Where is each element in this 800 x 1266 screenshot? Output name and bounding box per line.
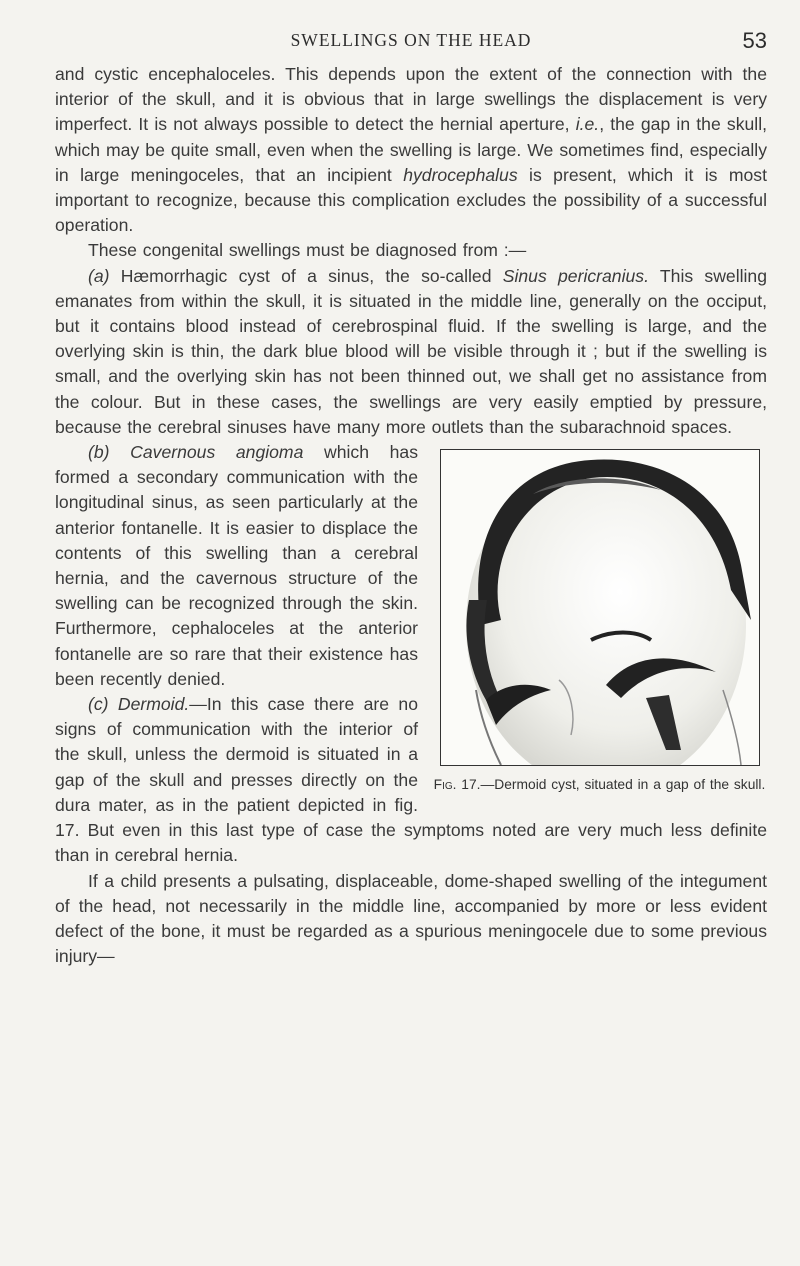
figure-17 — [432, 449, 767, 793]
text-run: —In this case there are no signs of communication with the interior of the skull, unless the dermoid is situated in a gap of the skull and presses directly on the dura mater, as in the patient depicted in fig. 17. But even in this last type of case the symptoms noted are very much less definite than in cerebral hernia. — [55, 694, 767, 866]
figure-caption — [432, 777, 767, 793]
paragraph-1 — [55, 62, 767, 238]
running-title: SWELLINGS ON THE HEAD — [290, 30, 532, 50]
text-run: If a child presents a pulsating, displaceable, dome-shaped swelling of the integument of the head, not necessarily in the middle line, accompanied by more or less evident defect of the bone, it must be regarded as a — [55, 870, 767, 941]
italic-term: Sinus pericranius. — [502, 265, 649, 286]
text-run: , the gap in the skull, which may be quite small, even when the swelling is large. We sometimes find, especially in large meningoceles, that an incipient — [55, 114, 767, 185]
italic-term: Cavernous angioma — [130, 442, 304, 463]
paragraph-6 — [55, 869, 767, 970]
italic-term: hydrocephalus — [403, 164, 518, 185]
text-run: This swelling emanates from within the skull, it is situated in the middle line, generally on the occiput, but it contains blood instead of cerebrospinal fluid. If the swelling is large, and the overlying skin is thin, the dark blue blood will be visible through it ; but if the swelling is small, and the overlying skin has not been thinned out, we shall get no assistance from the colour. But in these cases, the swellings are very easily emptied by pressure, because the cerebral sinuses have many more outlets than the subarachnoid spaces. — [55, 265, 767, 437]
item-marker: (b) — [88, 442, 110, 463]
running-header — [55, 30, 767, 62]
text-run: which has formed a secondary communication with the longitudinal sinus, as seen particularly at the anterior fontanelle. It is easier to displace the contents of this swelling than a cerebral hernia, and the cavernous structure of the swelling can be recognized through the skin. Furthermore, cephaloceles at the anterior fontanelle are so rare that their existence has been recently denied. — [55, 442, 418, 689]
text-run: Hæmorrhagic cyst of a sinus, the so-called — [109, 265, 503, 286]
body-text — [55, 62, 767, 969]
text-run: and cystic encephaloceles. This depends upon the extent of the connection with the interior of the skull, and it is obvious that in large swellings the displacement is very imperfect. It is not always possible to detect the hernial aperture, — [55, 64, 767, 135]
text-run: is present, which it is most important to recognize, because this complication excludes the possibility of a successful operation. — [55, 164, 767, 236]
page-number: 53 — [742, 28, 767, 53]
page — [55, 30, 767, 969]
text-run: due to some previous injury— — [55, 920, 767, 967]
figure-photo-frame — [440, 449, 760, 766]
caption-text: —Dermoid cyst, situated in a gap of the skull. — [480, 777, 766, 793]
paragraph-2: These congenital swellings must be diagnosed from :— — [88, 240, 527, 261]
italic-term: i.e. — [575, 114, 600, 135]
paragraph-3 — [55, 264, 767, 440]
item-marker: (a) — [88, 265, 110, 286]
italic-term: Dermoid. — [117, 694, 190, 715]
figure-label: Fig. 17. — [433, 777, 481, 793]
dermoid-cyst-photo — [441, 450, 759, 765]
item-marker: (c) — [88, 694, 109, 715]
highlighted-term: spurious meningocele — [415, 920, 588, 941]
